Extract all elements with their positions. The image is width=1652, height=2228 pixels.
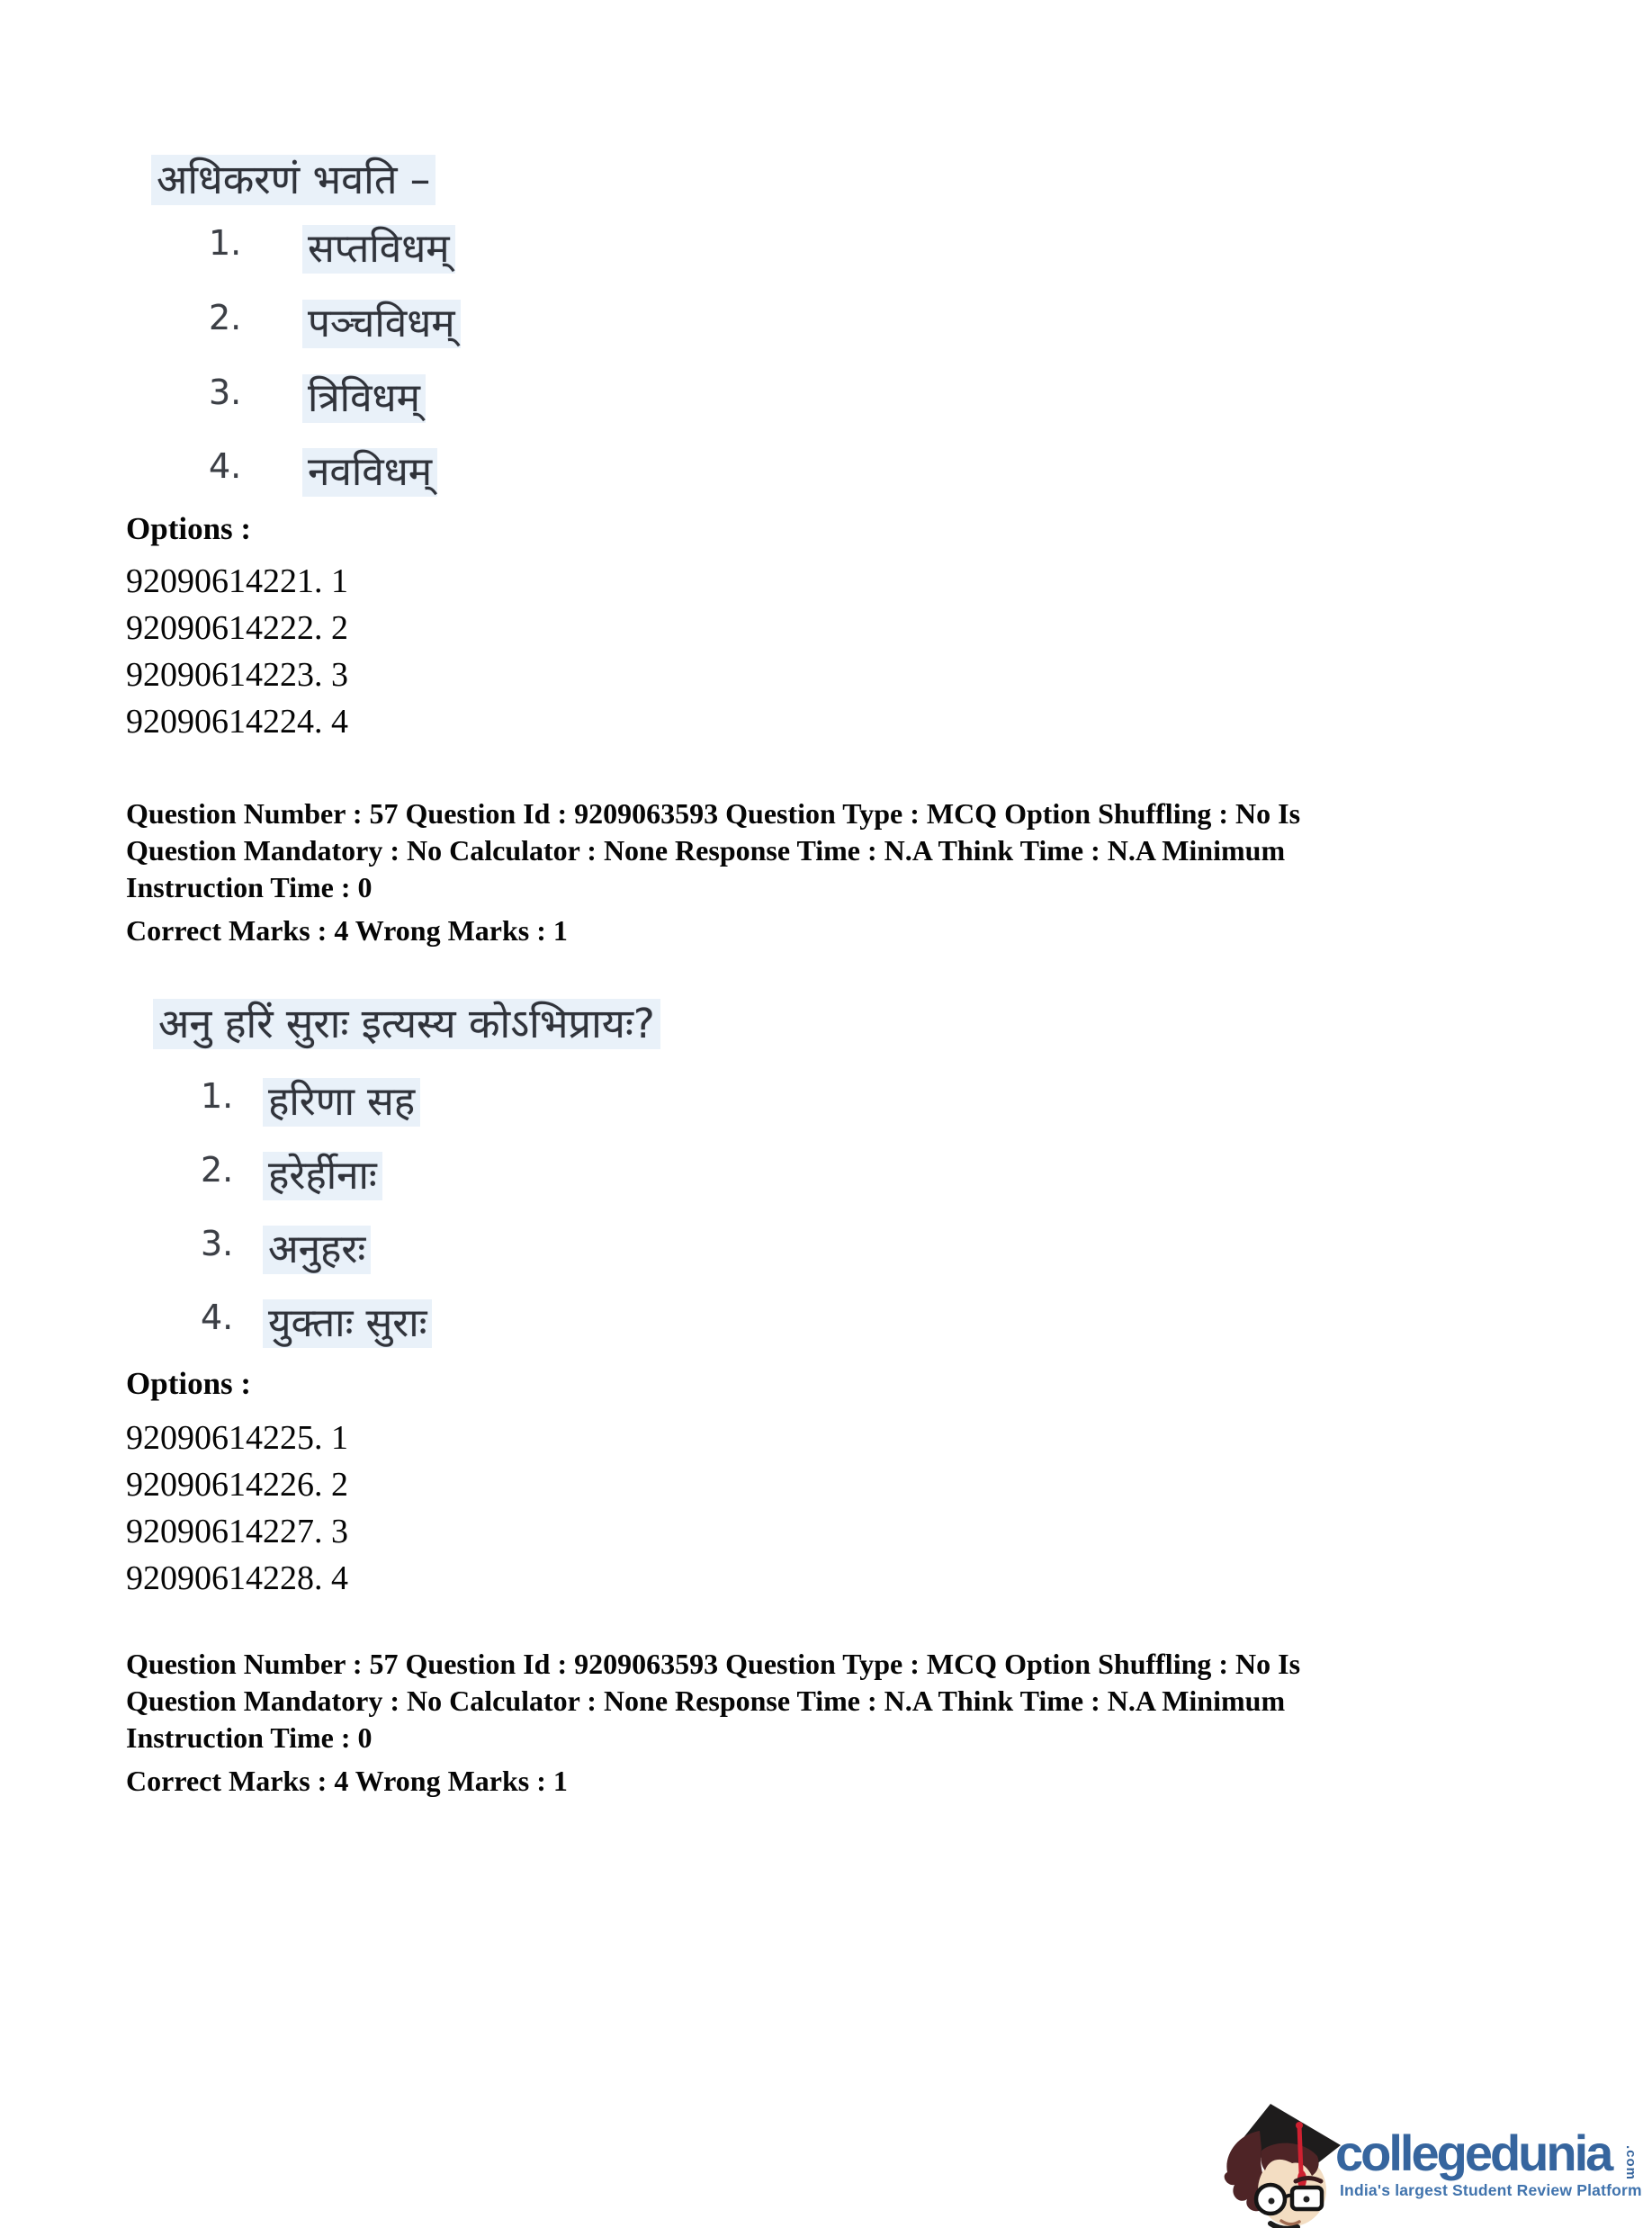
collegedunia-mascot-icon [1220, 2098, 1342, 2228]
choice-number: 4. [209, 446, 242, 486]
option-id: 92090614228. 4 [126, 1559, 348, 1597]
choice-text: हरेर्हीनाः [263, 1146, 382, 1200]
option-id-list [126, 558, 348, 745]
option-id: 92090614221. 1 [126, 562, 348, 600]
question-meta-line: Question Mandatory : No Calculator : None Response Time : N.A Think Time : N.A Minimum [126, 834, 1286, 867]
brand-wordmark: collegedunia [1335, 2125, 1612, 2181]
choice-text: हरिणा सह [263, 1073, 420, 1127]
choice-number: 1. [201, 1076, 234, 1116]
options-heading: Options : [126, 511, 252, 546]
choice-text: युक्ताः सुराः [263, 1294, 432, 1348]
choice-text: सप्तविधम् [302, 220, 455, 274]
choice-number: 3. [209, 373, 242, 412]
option-id: 92090614224. 4 [126, 703, 348, 741]
question-meta-line: Question Number : 57 Question Id : 9209063593 Question Type : MCQ Option Shuffling : No Is [126, 1648, 1301, 1680]
question-stimulus-text: अधिकरणं भवति – [151, 155, 435, 205]
brand-tagline: India's largest Student Review Platform [1340, 2181, 1642, 2199]
choice-number: 3. [201, 1224, 234, 1263]
option-id: 92090614226. 2 [126, 1466, 348, 1504]
question-meta [126, 795, 1300, 949]
choice-number: 2. [209, 298, 242, 337]
choice-text: अनुहरः [263, 1220, 371, 1274]
question-meta-line: Instruction Time : 0 [126, 1721, 373, 1754]
marks-line: Correct Marks : 4 Wrong Marks : 1 [126, 1765, 568, 1797]
question-meta-line: Question Number : 57 Question Id : 9209063593 Question Type : MCQ Option Shuffling : No Is [126, 797, 1301, 830]
question-meta-line: Question Mandatory : No Calculator : None Response Time : N.A Think Time : N.A Minimum [126, 1684, 1286, 1717]
option-id: 92090614222. 2 [126, 609, 348, 647]
option-id: 92090614225. 1 [126, 1419, 348, 1457]
question-meta-line: Instruction Time : 0 [126, 871, 373, 903]
option-id: 92090614227. 3 [126, 1513, 348, 1550]
question-stimulus [151, 151, 435, 206]
choice-text: पञ्चविधम् [302, 294, 461, 348]
choice-number: 4. [201, 1298, 234, 1337]
options-heading: Options : [126, 1366, 252, 1401]
question-meta [126, 1646, 1300, 1800]
choice-text: त्रिविधम् [302, 369, 426, 423]
option-id: 92090614223. 3 [126, 656, 348, 694]
choice-number: 1. [209, 223, 242, 263]
option-id-list [126, 1415, 348, 1602]
brand-tld: .com [1623, 2145, 1639, 2181]
marks-line: Correct Marks : 4 Wrong Marks : 1 [126, 914, 568, 947]
choice-text: नवविधम् [302, 443, 437, 497]
question-stimulus-text: अनु हरिं सुराः इत्यस्य कोऽभिप्रायः? [153, 999, 660, 1049]
question-stimulus [153, 995, 660, 1050]
choice-number: 2. [201, 1150, 234, 1190]
